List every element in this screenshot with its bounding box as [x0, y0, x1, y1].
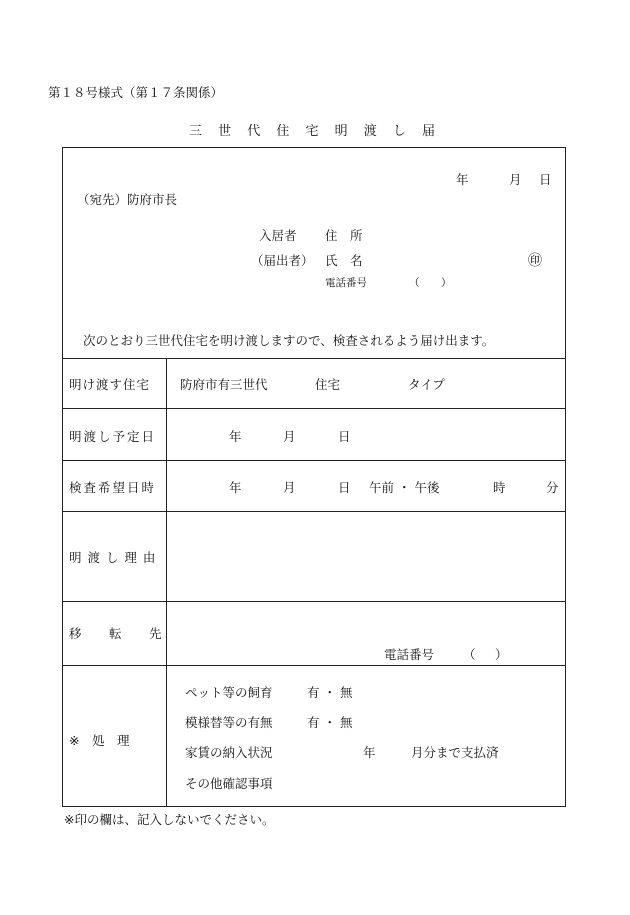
row-divider [63, 665, 565, 666]
date-day: 日 [539, 172, 552, 187]
reason-label: 明 渡 し 理 由 [69, 550, 157, 565]
schedule-month: 月 [283, 429, 296, 444]
destination-phone-label: 電話番号 [384, 647, 435, 662]
inspection-year: 年 [229, 480, 242, 495]
remodel-label: 模様替等の有無 [185, 715, 273, 730]
seal-mark: ㊞ [528, 253, 542, 269]
inspection-ampm: 午前 ・ 午後 [369, 480, 440, 495]
schedule-year: 年 [229, 429, 242, 444]
house-type: タイプ [408, 377, 445, 392]
destination-label-3: 先 [149, 626, 162, 641]
statement: 次のとおり三世代住宅を明け渡しますので、検査されるよう届け出ます。 [83, 333, 495, 348]
schedule-day: 日 [338, 429, 351, 444]
destination-label-1: 移 [69, 626, 82, 641]
remodel-choice: 有 ・ 無 [307, 715, 353, 730]
form-table [62, 147, 566, 807]
inspection-label: 検査希望日時 [69, 480, 157, 495]
destination-paren-open: （ [463, 647, 476, 662]
resident-label: 入居者 [259, 228, 297, 243]
rent-year: 年 [363, 745, 376, 760]
row-divider [63, 358, 565, 359]
processing-label: ※ 処 理 [69, 733, 130, 748]
notifier-label: （届出者） [251, 253, 314, 268]
inspection-day: 日 [338, 480, 351, 495]
form-number: 第１８号様式（第１７条関係） [48, 85, 224, 100]
row-divider [63, 460, 565, 461]
name-label: 氏 名 [325, 253, 363, 268]
form-title: 三 世 代 住 宅 明 渡 し 届 [188, 124, 442, 139]
addressee: （宛先）防府市長 [77, 192, 178, 207]
other-label: その他確認事項 [185, 776, 273, 791]
rent-month-paid: 月分まで支払済 [411, 745, 499, 760]
inspection-minute: 分 [546, 480, 559, 495]
inspection-hour: 時 [493, 480, 506, 495]
row-divider [63, 601, 565, 602]
row-divider [63, 408, 565, 409]
phone-paren-open: （ [409, 277, 420, 289]
house-jutaku: 住宅 [315, 377, 341, 392]
inspection-month: 月 [283, 480, 296, 495]
destination-field[interactable] [167, 603, 565, 643]
schedule-label: 明渡し予定日 [69, 429, 157, 444]
phone-paren-close: ） [441, 277, 452, 289]
destination-label-2: 転 [109, 626, 122, 641]
house-label: 明け渡す住宅 [69, 377, 151, 392]
pet-choice: 有 ・ 無 [307, 685, 353, 700]
address-label: 住 所 [325, 228, 363, 243]
phone-label: 電話番号 [325, 277, 367, 289]
date-month: 月 [509, 172, 522, 187]
house-city: 防府市有三世代 [180, 377, 268, 392]
rent-label: 家賃の納入状況 [185, 745, 273, 760]
footer-note: ※印の欄は、記入しないでください。 [64, 812, 275, 827]
pet-label: ペット等の飼育 [185, 685, 273, 700]
reason-field[interactable] [167, 512, 565, 600]
destination-paren-close: ） [495, 647, 508, 662]
date-year: 年 [456, 172, 469, 187]
